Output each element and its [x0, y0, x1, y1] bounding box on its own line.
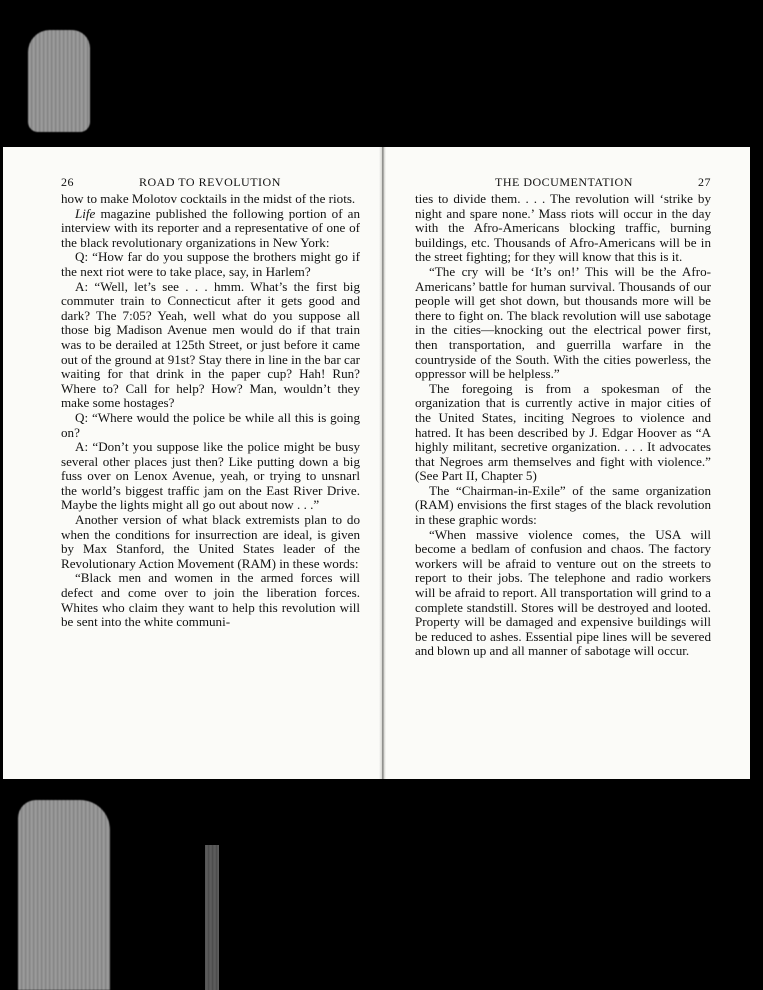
paragraph: [61, 192, 360, 207]
paragraph-text: how to make Molotov cocktails in the midst of the riots.: [61, 191, 356, 206]
page-number-left: 26: [61, 175, 74, 189]
paragraph-text: ties to divide them. . . . The revolution will ‘strike by night and spare none.’ Mass riots will occur in the day with the Afro-Americans blocking traffic, burning buildings, etc. Thousands of Afro-Americans will be in the street fighting; for they will know that this is it.: [415, 191, 711, 265]
paragraph: [61, 411, 360, 440]
scan-artifact-streak: [205, 845, 219, 990]
scan-artifact-bottom: [18, 800, 110, 990]
right-page: [415, 175, 711, 659]
right-page-body: [415, 192, 711, 659]
running-header-right: [415, 175, 711, 190]
paragraph-text: The “Chairman-in-Exile” of the same organization (RAM) envisions the first stages of the black revolution in these graphic words:: [415, 482, 711, 528]
paragraph: [415, 192, 711, 265]
running-head-title-left: ROAD TO REVOLUTION: [139, 175, 281, 189]
book-spread: [3, 147, 750, 779]
scan-artifact-top: [28, 30, 90, 132]
paragraph: [61, 440, 360, 513]
paragraph: [61, 280, 360, 411]
magazine-title: Life: [75, 205, 96, 221]
paragraph: [61, 250, 360, 279]
book-gutter: [379, 147, 386, 779]
paragraph-text: Q: “How far do you suppose the brothers might go if the next riot were to take place, say, in Harlem?: [61, 249, 360, 279]
paragraph-text: Q: “Where would the police be while all this is going on?: [61, 409, 360, 440]
running-header-left: [61, 175, 360, 190]
paragraph-text: “When massive violence comes, the USA will become a bedlam of confusion and chaos. The factory workers will be afraid to venture out on the streets to report to their jobs. The telephone and radio workers will be afraid to report. All transportation will grind to a complete standstill. Stores will be destroyed and looted. Property will be damaged and expensive buildings will be reduced to ashes. Essential pipe lines will be severed and blown up and all manner of sabotage will occur.: [415, 526, 711, 659]
paragraph-text: Another version of what black extremists plan to do when the conditions for insurrection are ideal, is given by Max Stanford, the United States leader of the Revolutionary Action Movement (RAM) in these words:: [61, 512, 360, 571]
left-page: [61, 175, 360, 630]
paragraph-text: A: “Well, let’s see . . . hmm. What’s the first big commuter train to Connecticut after it gets good and dark? The 7:05? Yeah, well what do you suppose all those big Madison Avenue men would do if that train was to be derailed at 125th Street, or just before it came out of the ground at 91st? Stay there in line in the bar car waiting for that drink in the paper cup? Hah! Run? Where to? Call for help? How? Man, wouldn’t they make some hostages?: [61, 278, 360, 411]
running-head-title-right: THE DOCUMENTATION: [495, 175, 633, 189]
paragraph: [61, 571, 360, 629]
paragraph-text: “The cry will be ‘It’s on!’ This will be the Afro-Americans’ battle for human survival. Thousands of our people will get shot down, but thousands more will be there to fight on. The black revolution will use sabotage in the cities—knocking out the electrical power first, then transportation, and guerrilla warfare in the countryside of the South. With the cities powerless, the oppressor will be helpless.”: [415, 263, 711, 382]
paragraph: [61, 513, 360, 571]
paragraph: [415, 265, 711, 382]
paragraph: [415, 484, 711, 528]
paragraph-text: The foregoing is from a spokesman of the organization that is currently active in major cities of the United States, inciting Negroes to violence and hatred. It has been described by J. Edgar Hoover as “A highly militant, secretive organization. . . . It advocates that Negroes arm themselves and fight with violence.” (See Part II, Chapter 5): [415, 380, 711, 484]
paragraph-text: “Black men and women in the armed forces will defect and come over to join the liberation forces. Whites who claim they want to help this revolution will be sent into the white communi-: [61, 570, 360, 630]
page-number-right: 27: [698, 175, 711, 189]
paragraph: [61, 207, 360, 251]
paragraph: [415, 382, 711, 484]
paragraph-text: magazine published the following portion of an interview with its reporter and a representative of one of the black revolutionary organizations in New York:: [61, 205, 360, 250]
left-page-body: [61, 192, 360, 630]
paragraph: [415, 528, 711, 659]
paragraph-text: A: “Don’t you suppose like the police might be busy several other places just then? Like putting down a big fuss over on Lenox Avenue, yeah, or trying to unsnarl the world’s biggest traffic jam on the East River Drive. Maybe the lights might all go out about now . . .”: [61, 439, 360, 513]
